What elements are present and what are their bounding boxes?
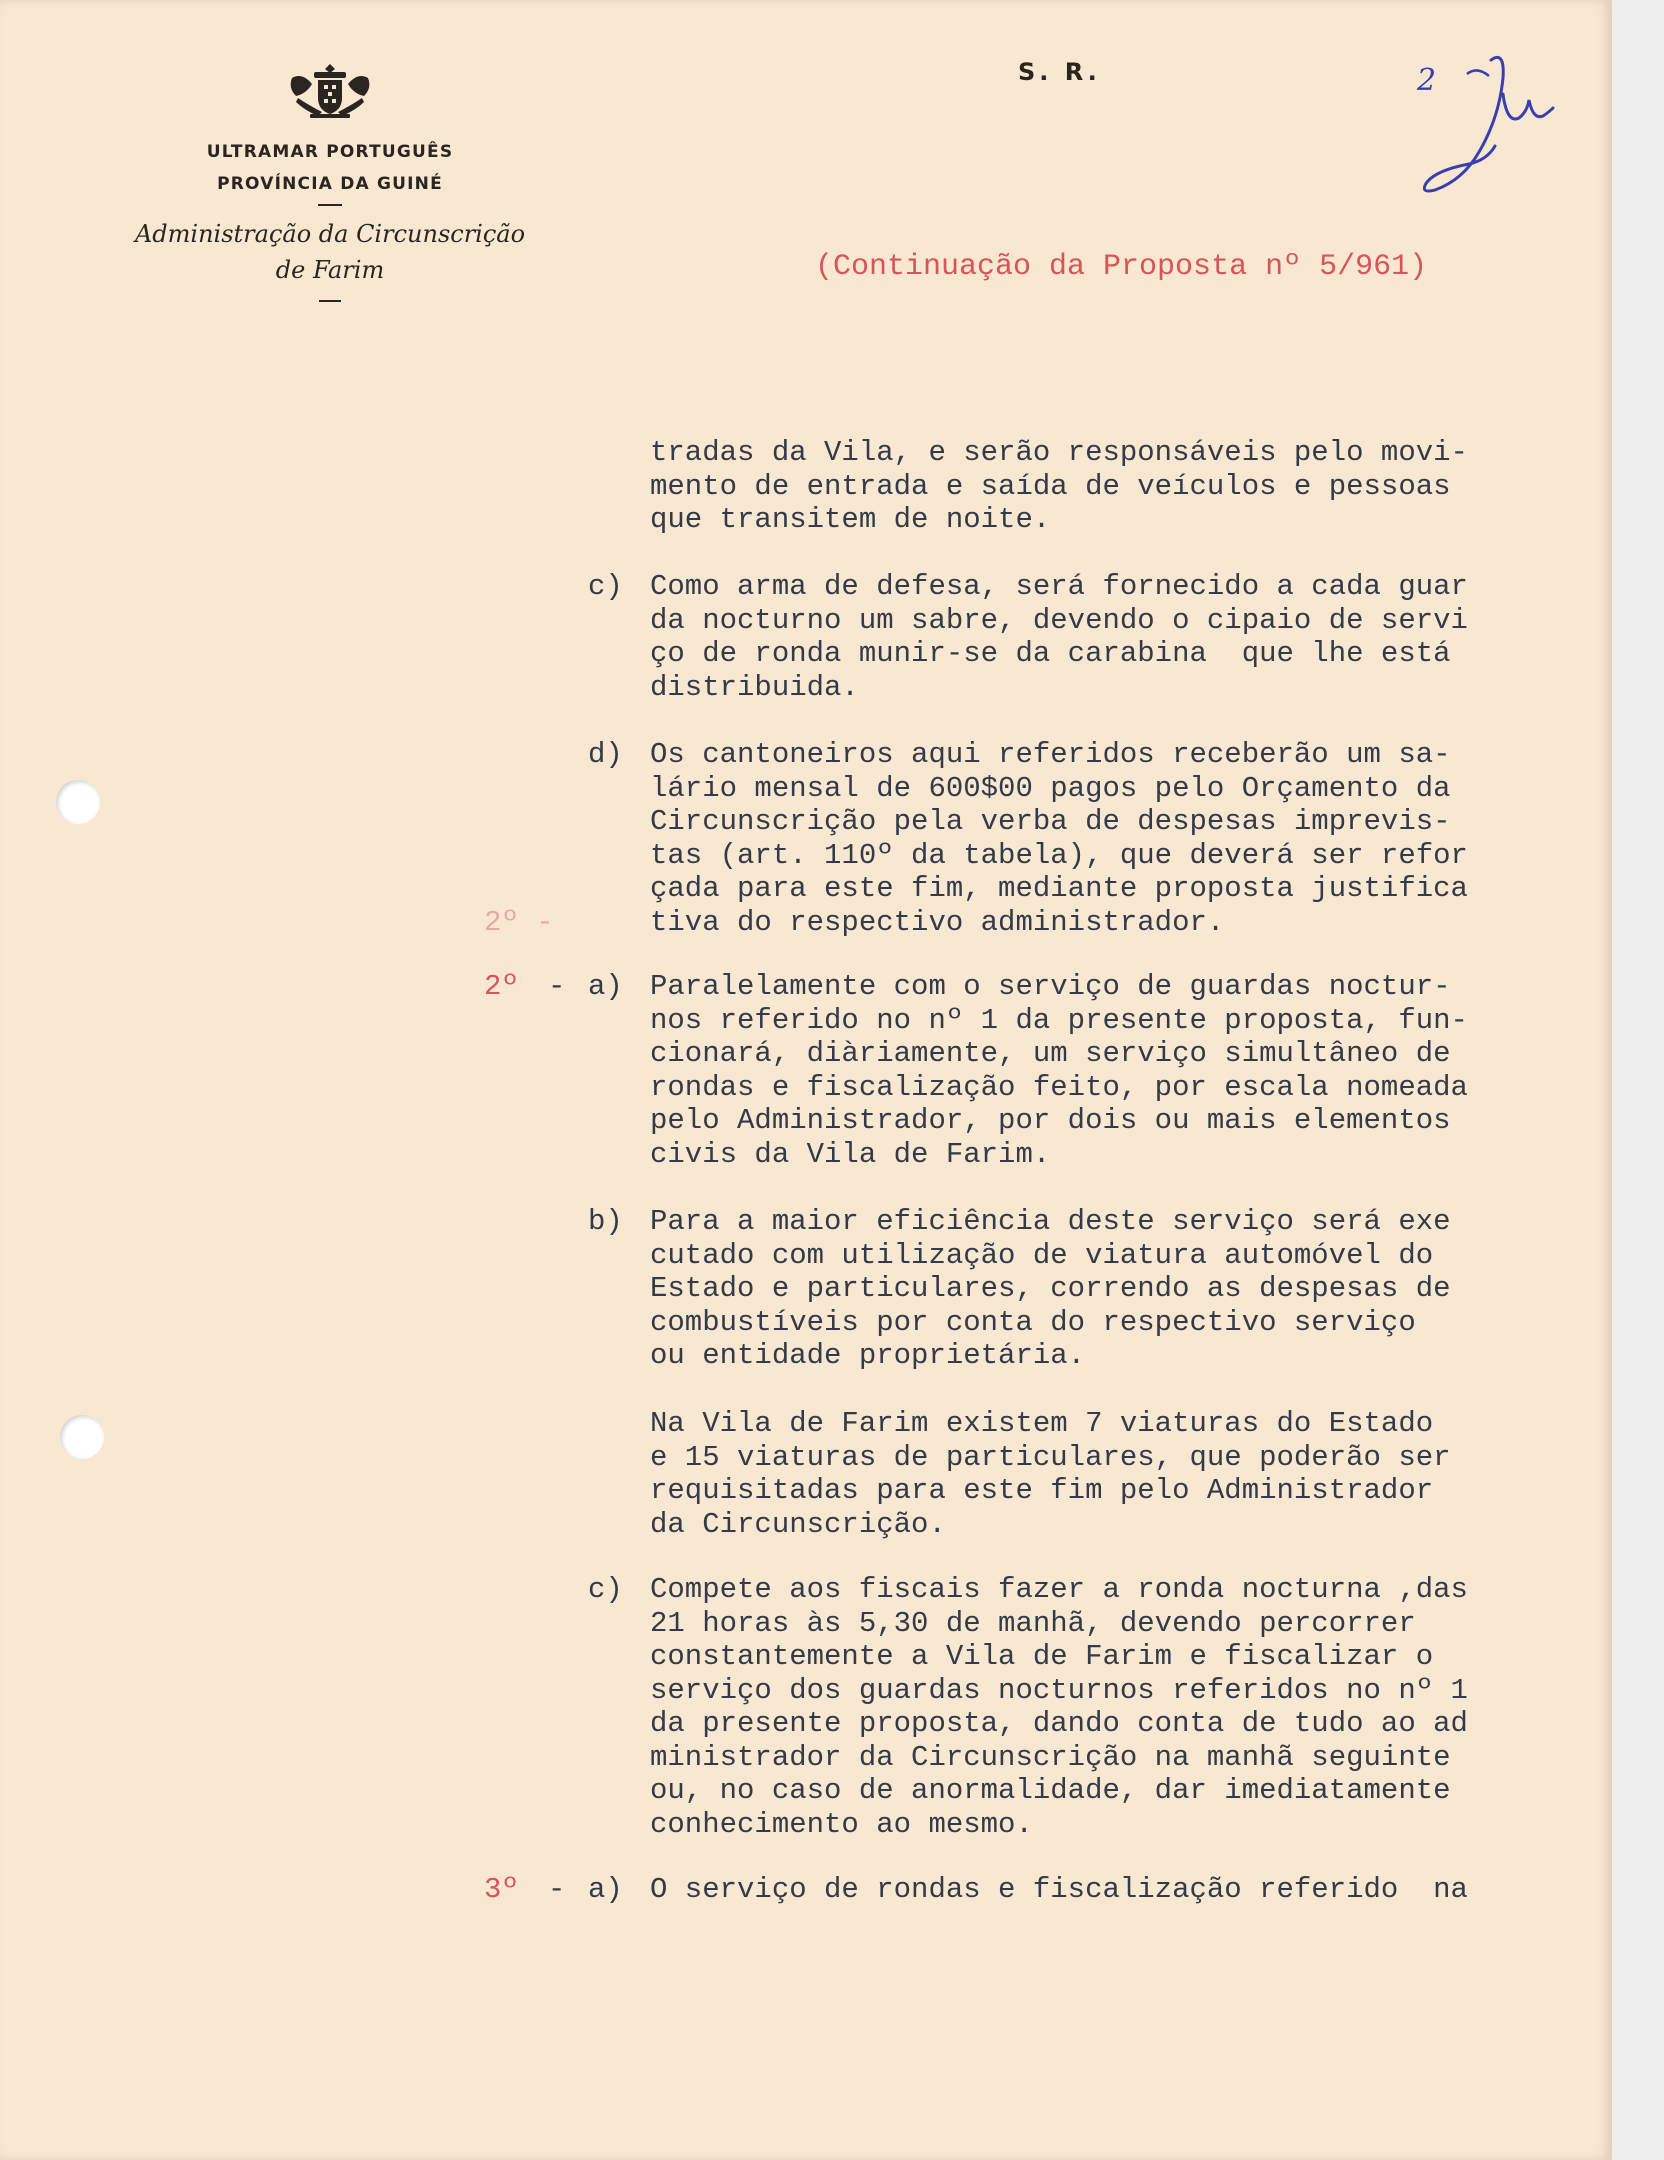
text-line: O serviço de rondas e fiscalização referido na [650,1873,1468,1906]
text-line: rondas e fiscalização feito, por escala nomeada [650,1070,1468,1104]
item-label: a) [588,1873,623,1906]
section-dash: - [548,1873,566,1906]
text-line: tradas da Vila, e serão responsáveis pelo movi- [650,436,1468,469]
text-line: conhecimento ao mesmo. [650,1807,1033,1841]
text-line: tiva do respectivo administrador. [650,905,1225,939]
text-line: civis da Vila de Farim. [650,1137,1051,1171]
section-dash: - [548,970,566,1003]
text-line: ministrador da Circunscrição na manhã seguinte [650,1740,1451,1774]
section-number: 3º [484,1873,519,1906]
item-label: d) [588,738,623,771]
page-number: 2 [1417,63,1437,98]
text-line: pelo Administrador, por dois ou mais elementos [650,1104,1451,1137]
text-line: da presente proposta, dando conta de tudo ao ad [650,1707,1468,1740]
text-line: Os cantoneiros aqui referidos receberão um sa- [650,738,1451,771]
text-line: serviço dos guardas nocturnos referidos no nº 1 [650,1673,1468,1707]
text-line: Para a maior eficiência deste serviço será exe [650,1205,1451,1238]
text-line: cionará, diàriamente, um serviço simultâneo de [650,1037,1451,1070]
text-line: combustíveis por conta do respectivo serviço [650,1305,1416,1339]
text-line: Estado e particulares, correndo as despesas de [650,1272,1451,1305]
text-line: e 15 viaturas de particulares, que poderão ser [650,1440,1451,1474]
item-label: b) [588,1205,623,1238]
punch-hole [56,780,100,824]
text-line: Na Vila de Farim existem 7 viaturas do Estado [650,1407,1434,1440]
letterhead-divider-bottom [319,300,341,302]
item-label: c) [588,1573,623,1606]
text-line: constantemente a Vila de Farim e fiscalizar o [650,1640,1434,1673]
handwritten-annotation [1405,50,1565,200]
text-line: Como arma de defesa, será fornecido a cada guar [650,570,1468,603]
text-line: da Circunscrição. [650,1507,946,1541]
text-line: Circunscrição pela verba de despesas imprevis- [650,805,1451,838]
letterhead-line-2: PROVÍNCIA DA GUINÉ [217,174,443,194]
text-line: nos referido no nº 1 da presente proposta, fun- [650,1003,1468,1037]
letterhead-line-1: ULTRAMAR PORTUGUÊS [206,142,454,162]
punch-hole [60,1415,104,1459]
faded-margin-mark: 2º - [484,905,554,939]
text-line: distribuida. [650,670,859,704]
text-line: que transitem de noite. [650,503,1051,536]
text-line: ou, no caso de anormalidade, dar imediatamente [650,1774,1451,1807]
text-line: tas (art. 110º da tabela), que deverá ser refor [650,838,1468,872]
text-line: ço de ronda munir-se da carabina que lhe está [650,637,1451,670]
letterhead-line-4: de Farim [275,256,385,284]
letterhead-divider [318,204,342,206]
letterhead-line-3: Administração da Circunscrição [134,220,526,248]
sr-mark: S. R. [1018,58,1101,86]
item-label: c) [588,570,623,603]
continuation-heading: (Continuação da Proposta nº 5/961) [815,250,1428,284]
text-line: çada para este fim, mediante proposta justifica [650,872,1468,905]
item-label: a) [588,970,623,1003]
text-line: 21 horas às 5,30 de manhã, devendo percorrer [650,1606,1416,1640]
coat-of-arms-icon [284,60,376,122]
text-line: requisitadas para este fim pelo Administrador [650,1474,1434,1507]
text-line: lário mensal de 600$00 pagos pelo Orçamento da [650,771,1451,805]
text-line: mento de entrada e saída de veículos e pessoas [650,469,1451,503]
text-line: Compete aos fiscais fazer a ronda nocturna ,das [650,1573,1468,1606]
text-line: cutado com utilização de viatura automóvel do [650,1238,1434,1272]
text-line: ou entidade proprietária. [650,1339,1086,1372]
section-number: 2º [484,970,519,1003]
text-line: da nocturno um sabre, devendo o cipaio de servi [650,603,1468,637]
letterhead [120,60,540,302]
text-line: Paralelamente com o serviço de guardas noctur- [650,970,1451,1003]
